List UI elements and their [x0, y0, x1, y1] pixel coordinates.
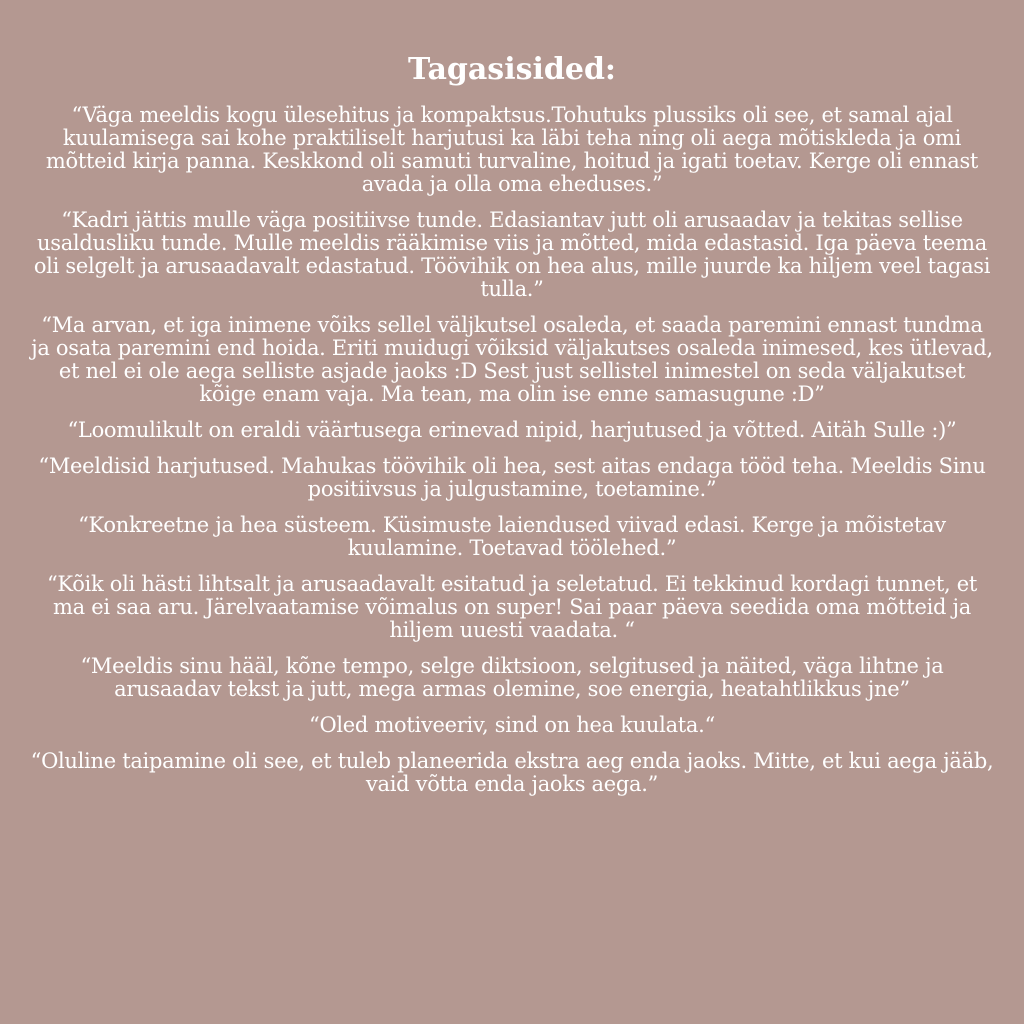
testimonial-quote: “Loomulikult on eraldi väärtusega erinevad nipid, harjutused ja võtted. Aitäh Sulle :)” — [67, 418, 957, 442]
testimonial-quote: “Kõik oli hästi lihtsalt ja arusaadavalt esitatud ja seletatud. Ei tekkinud kordagi tunnet, et ma ei saa aru. Järelvaatamise võimalus on super! Sai paar päeva seedida oma mõtteid ja hiljem uuesti vaadata. “ — [46, 572, 978, 642]
testimonial-quote: “Meeldisid harjutused. Mahukas töövihik oli hea, sest aitas endaga tööd teha. Meeldis Sinu positiivsus ja julgustamine, toetamine.” — [38, 454, 986, 501]
testimonial-quote: “Meeldis sinu hääl, kõne tempo, selge diktsioon, selgitused ja näited, väga lihtne ja arusaadav tekst ja jutt, mega armas olemine, soe energia, heatahtlikkus jne” — [80, 654, 944, 701]
testimonial-list — [30, 104, 994, 809]
testimonial-quote: “Konkreetne ja hea süsteem. Küsimuste laiendused viivad edasi. Kerge ja mõistetav kuulamine. Toetavad töölehed.” — [78, 513, 946, 560]
page-title: Tagasisided: — [408, 52, 616, 87]
testimonial-quote: “Ma arvan, et iga inimene võiks sellel väljkutsel osaleda, et saada paremini ennast tundma ja osata paremini end hoida. Eriti muidugi võiksid väljakutses osaleda inimesed, kes ütlevad, et nel ei ole aega selliste asjade jaoks :D Sest just sellistel inimestel on seda väljakutset kõige enam vaja. Ma tean, ma olin ise enne samasugune :D” — [31, 313, 993, 406]
testimonial-quote: “Oled motiveeriv, sind on hea kuulata.“ — [309, 713, 715, 737]
testimonial-quote: “Kadri jättis mulle väga positiivse tunde. Edasiantav jutt oli arusaadav ja tekitas sellise usaldusliku tunde. Mulle meeldis rääkimise viis ja mõtted, mida edastasid. Iga päeva teema oli selgelt ja arusaadavalt edastatud. Töövihik on hea alus, mille juurde ka hiljem veel tagasi tulla.” — [33, 208, 991, 301]
testimonial-quote: “Väga meeldis kogu ülesehitus ja kompaktsus.Tohutuks plussiks oli see, et samal ajal kuulamisega sai kohe praktiliselt harjutusi ka läbi teha ning oli aega mõtiskleda ja omi mõtteid kirja panna. Keskkond oli samuti turvaline, hoitud ja igati toetav. Kerge oli ennast avada ja olla oma eheduses.” — [45, 103, 979, 196]
testimonial-quote: “Oluline taipamine oli see, et tuleb planeerida ekstra aeg enda jaoks. Mitte, et kui aega jääb, vaid võtta enda jaoks aega.” — [30, 749, 994, 796]
